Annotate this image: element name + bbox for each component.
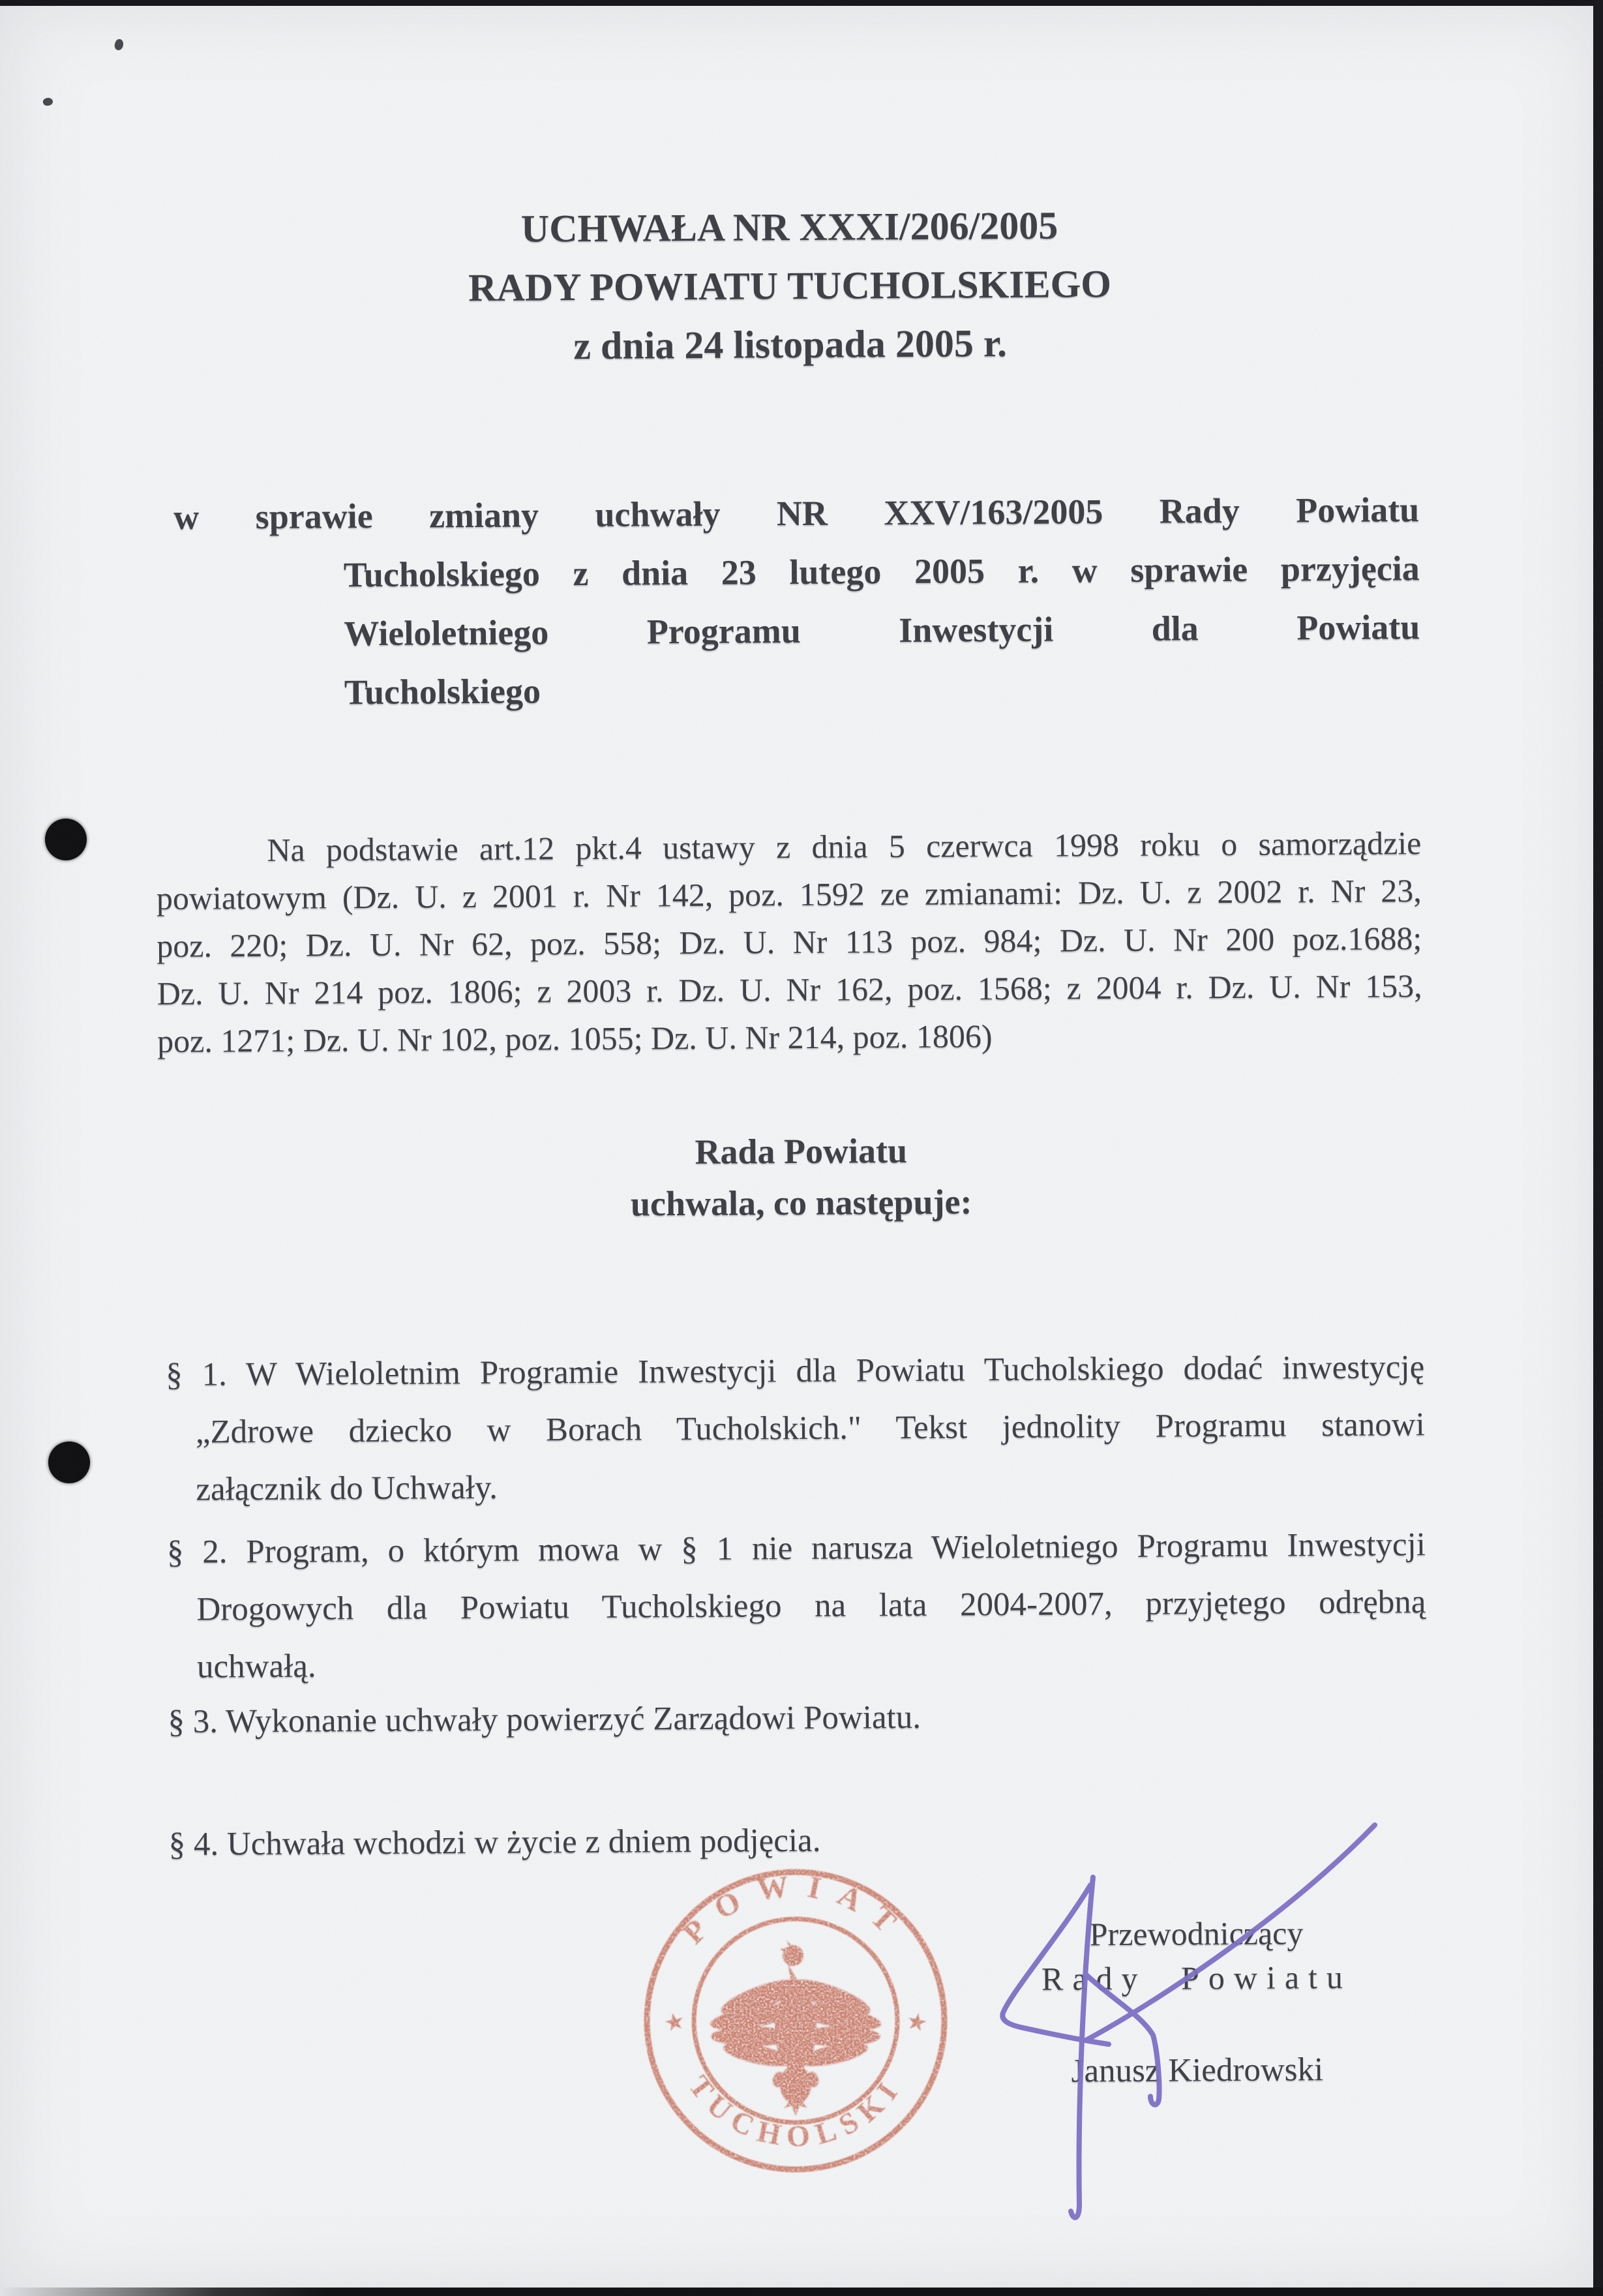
- punch-hole-mark: [48, 1442, 90, 1483]
- text-line: Wieloletniego Programu Inwestycji dla Powiatu: [344, 607, 1420, 654]
- text-line: Tucholskiego z dnia 23 lutego 2005 r. w sprawie przyjęcia: [343, 549, 1420, 595]
- scan-edge-top: [0, 0, 1603, 6]
- text-line: załącznik do Uchwały.: [196, 1469, 498, 1508]
- text-line: uchwala, co następuje:: [630, 1182, 972, 1224]
- stamp-bottom-text: TUCHOLSKI: [682, 2069, 909, 2154]
- text-line: uchwałą.: [196, 1648, 316, 1685]
- scan-edge-right: [1593, 0, 1603, 2296]
- signer-role-line: Przewodniczący: [1089, 1914, 1304, 1953]
- handwritten-signature-ink: [946, 1787, 1415, 2257]
- punch-hole-mark: [45, 819, 87, 860]
- stamp-star-left-icon: ★: [661, 2007, 688, 2037]
- signer-role-line: Rady Powiatu: [1041, 1958, 1353, 1997]
- title-line: RADY POWIATU TUCHOLSKIEGO: [468, 262, 1112, 310]
- official-round-stamp: [639, 1864, 952, 2177]
- section-3: [168, 1685, 1427, 1751]
- text-line: Na podstawie art.12 pkt.4 ustawy z dnia 5 czerwca 1998 roku o samorządzie: [267, 824, 1422, 869]
- signature-stroke: [1071, 1877, 1093, 2218]
- text-line: Tucholskiego: [344, 671, 541, 712]
- text-line: § 2. Program, o którym mowa w § 1 nie narusza Wieloletniego Programu Inwestycji: [166, 1526, 1426, 1571]
- stamp-star-right-icon: ★: [903, 2007, 930, 2037]
- section-1: [166, 1338, 1426, 1518]
- text-line: „Zdrowe dziecko w Borach Tucholskich." Tekst jednolity Programu stanowi: [195, 1406, 1425, 1451]
- text-line: powiatowym (Dz. U. z 2001 r. Nr 142, poz. 1592 ze zmianami: Dz. U. z 2002 r. Nr 23,: [156, 872, 1422, 917]
- document-title: [0, 193, 1584, 379]
- legal-basis-paragraph: [156, 819, 1422, 1065]
- text-line: § 4. Uchwała wchodzi w życie z dniem podjęcia.: [168, 1822, 821, 1863]
- title-line: z dnia 24 listopada 2005 r.: [573, 322, 1008, 368]
- text-line: poz. 220; Dz. U. Nr 62, poz. 558; Dz. U. Nr 113 poz. 984; Dz. U. Nr 200 poz.1688;: [157, 920, 1422, 965]
- text-line: Dz. U. Nr 214 poz. 1806; z 2003 r. Dz. U. Nr 162, poz. 1568; z 2004 r. Dz. U. Nr 153,: [157, 967, 1422, 1012]
- enactment-heading: [1, 1121, 1601, 1234]
- text-line: § 1. W Wieloletnim Programie Inwestycji dla Powiatu Tucholskiego dodać inwestycję: [166, 1349, 1425, 1393]
- text-line: poz. 1271; Dz. U. Nr 102, poz. 1055; Dz. U. Nr 214, poz. 1806): [157, 1018, 993, 1060]
- stamp-top-text: POWIAT: [676, 1867, 916, 1951]
- text-line: Drogowych dla Powiatu Tucholskiego na lata 2004-2007, przyjętego odrębną: [196, 1584, 1426, 1628]
- text-line: Rada Powiatu: [695, 1131, 908, 1172]
- title-line: UCHWAŁA NR XXXI/206/2005: [520, 204, 1058, 250]
- subject-paragraph: [173, 480, 1420, 723]
- scan-edge-bottom: [0, 2288, 1603, 2296]
- signature-stroke: [1002, 1885, 1109, 2044]
- signer-name: Janusz Kiedrowski: [1071, 2051, 1324, 2090]
- text-line: § 3. Wykonanie uchwały powierzyć Zarządowi Powiatu.: [168, 1699, 921, 1740]
- eagle-emblem-icon: [708, 1940, 882, 2116]
- section-2: [167, 1516, 1427, 1696]
- text-line: w sprawie zmiany uchwały NR XXV/163/2005 Rady Powiatu: [173, 490, 1420, 537]
